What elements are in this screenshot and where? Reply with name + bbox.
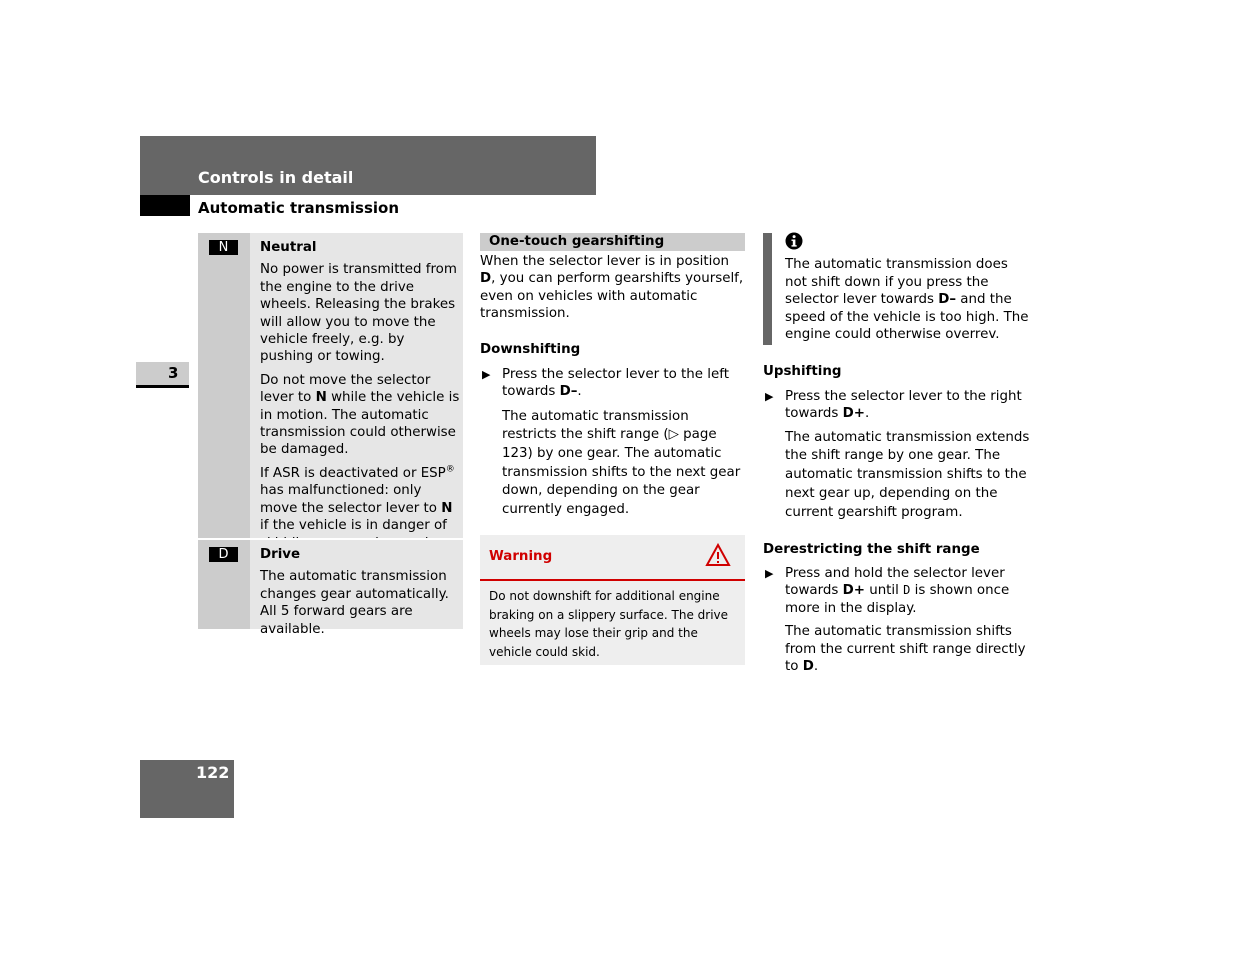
table-row-neutral <box>198 233 463 538</box>
detail-paragraph: The automatic transmission extends the shift range by one gear. The automatic transmission shifts to the next gear up, depending on the current gearshift program. <box>785 429 1030 520</box>
position-key: D <box>209 547 238 562</box>
chapter-tab <box>136 362 189 385</box>
warning-text: Do not downshift for additional engine braking on a slippery surface. The drive wheels may lose their grip and the vehicle could skid. <box>489 589 729 659</box>
bullet-arrow-icon: ▶ <box>482 368 491 382</box>
section-heading-bar: One-touch gearshifting <box>480 233 745 251</box>
table-key-cell <box>198 233 250 538</box>
table-key-cell <box>198 540 250 629</box>
detail-paragraph: The automatic transmission restricts the shift range (▷ page 123) by one gear. The automatic transmission shifts to the next gear down, depending on the gear currently engaged. <box>502 408 741 517</box>
chapter-number: 3 <box>168 364 179 382</box>
note-bar <box>763 233 772 345</box>
subsection-marker <box>140 195 190 216</box>
note-text: The automatic transmission does not shift down if you press the selector lever towards D– and the speed of the vehicle is too high. The engine could otherwise overrev. <box>785 257 1029 343</box>
table-row-drive <box>198 540 463 637</box>
row-paragraph: Do not move the selector lever to N while the vehicle is in motion. The automatic transmission could otherwise be damaged. <box>260 372 460 458</box>
info-note <box>763 233 1033 343</box>
table-body-cell <box>260 239 460 558</box>
table-body-cell <box>260 546 460 644</box>
upshifting-heading: Upshifting <box>763 364 842 380</box>
column-shifting <box>763 233 1033 675</box>
warning-triangle-icon <box>705 543 731 567</box>
bullet-arrow-icon: ▶ <box>765 389 774 403</box>
list-item: ▶ Press and hold the selector lever towards D+ until D is shown once more in the display. <box>765 566 1010 616</box>
warning-title: Warning <box>489 549 553 565</box>
warning-header <box>480 535 745 581</box>
column-one-touch <box>480 233 745 665</box>
row-paragraph: If ASR is deactivated or ESP® has malfunctioned: only move the selector lever to N if the vehicle is in danger of <box>260 464 455 534</box>
row-title: Drive <box>260 547 301 562</box>
page-number: 122 <box>196 763 230 782</box>
downshifting-heading: Downshifting <box>480 341 581 357</box>
list-item: ▶ Press the selector lever to the right towards D+. <box>765 388 1022 422</box>
list-item: ▶ Press the selector lever to the left towards D–. <box>482 367 729 400</box>
section-title: Controls in detail <box>198 168 354 187</box>
row-paragraph: The automatic transmission changes gear automatically. All 5 forward gears are available. <box>260 569 449 637</box>
position-key: N <box>209 240 238 255</box>
detail-paragraph: The automatic transmission shifts from the current shift range directly to D. <box>785 624 1026 675</box>
row-paragraph: No power is transmitted from the engine to the drive wheels. Releasing the brakes will allow you to move the vehicle freely, e.g. by pushing or towing. <box>260 262 457 365</box>
row-title: Neutral <box>260 240 317 255</box>
subsection-title: Automatic transmission <box>198 199 399 217</box>
bullet-arrow-icon: ▶ <box>765 567 774 581</box>
derestricting-heading: Derestricting the shift range <box>763 541 980 557</box>
warning-box <box>480 535 745 665</box>
info-icon <box>785 232 803 250</box>
intro-paragraph: When the selector lever is in position D, you can perform gearshifts yourself, even on vehicles with automatic transmission. <box>480 254 744 322</box>
chapter-tab-underline <box>136 385 189 388</box>
